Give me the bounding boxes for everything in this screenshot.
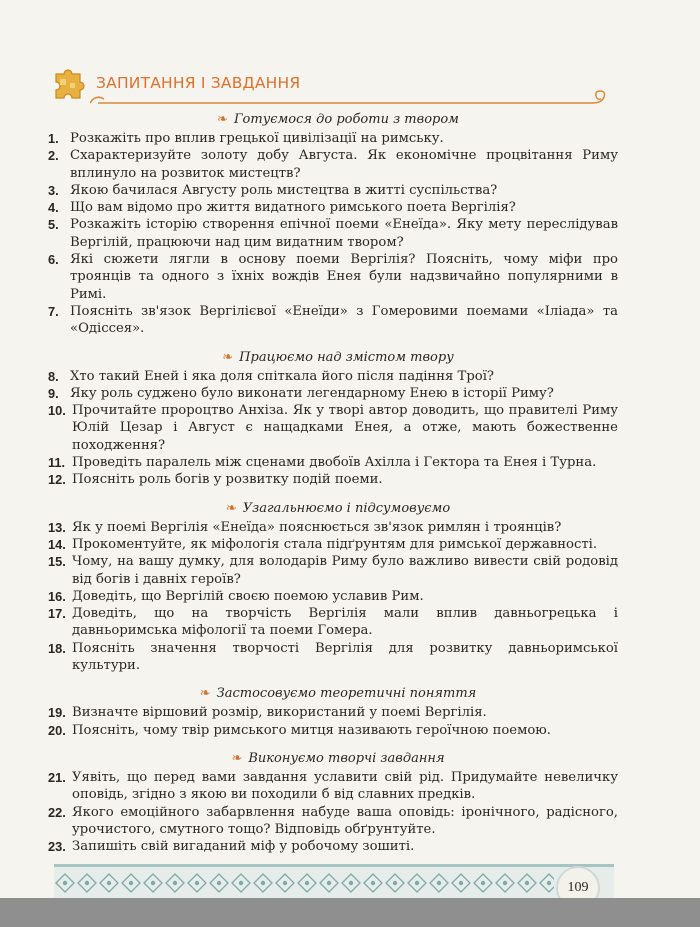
question-text: Прокоментуйте, як міфологія стала підґрунтям для римської державності. bbox=[72, 536, 598, 552]
question-number: 11. bbox=[48, 455, 66, 471]
question-text: Доведіть, що Вергілій своєю поемою уславив Рим. bbox=[72, 588, 424, 604]
question-item bbox=[48, 605, 618, 640]
question-item bbox=[48, 536, 618, 553]
question-number: 23. bbox=[48, 839, 66, 855]
page-number: 109 bbox=[556, 866, 600, 910]
subsection-heading bbox=[128, 684, 548, 703]
question-text: Якого емоційного забарвлення набуде ваша оповідь: іронічного, радісного, урочистого, смутного тощо? Відповідь обґрунтуйте. bbox=[72, 804, 618, 837]
question-number: 9. bbox=[48, 385, 59, 401]
header-ornament bbox=[90, 90, 620, 108]
question-item bbox=[48, 216, 618, 251]
question-number: 8. bbox=[48, 368, 59, 384]
question-number: 13. bbox=[48, 519, 66, 535]
subsection-heading bbox=[128, 348, 548, 367]
subsection-title: Виконуємо творчі завдання bbox=[248, 750, 445, 766]
subsection-heading bbox=[128, 749, 548, 768]
section-gap bbox=[48, 739, 618, 747]
question-number: 17. bbox=[48, 606, 66, 622]
question-item bbox=[48, 588, 618, 605]
subsection-heading bbox=[128, 499, 548, 518]
subsection-title: Працюємо над змістом твору bbox=[239, 349, 454, 365]
question-text: Хто такий Еней і яка доля спіткала його після падіння Трої? bbox=[70, 368, 494, 384]
question-number: 20. bbox=[48, 722, 66, 738]
question-number: 10. bbox=[48, 403, 66, 419]
question-text: Поясніть значення творчості Вергілія для розвитку давньоримської культури. bbox=[72, 640, 618, 674]
question-number: 5. bbox=[48, 217, 59, 233]
question-item bbox=[48, 804, 618, 839]
puzzle-icon bbox=[50, 66, 86, 102]
question-text: Уявіть, що перед вами завдання уславити свій рід. Придумайте невеличку оповідь, згідно з якою ви походили б від славних предків. bbox=[72, 769, 618, 803]
question-text: Поясніть, чому твір римського митця називають героїчною поемою. bbox=[72, 722, 551, 738]
question-text: Поясніть роль богів у розвитку подій поеми. bbox=[72, 472, 383, 488]
question-text: Чому, на вашу думку, для володарів Риму було важливо вивести свій родовід від богів і давніх героїв? bbox=[72, 554, 618, 587]
question-text: Розкажіть історію створення епічної поеми «Енеїда». Яку мету переслідував Вергілій, працюючи над цим видатним твором? bbox=[70, 217, 618, 250]
question-text: Доведіть, що на творчість Вергілія мали вплив давньогрецька і давньоримська міфології та поеми Гомера. bbox=[72, 606, 618, 639]
section-gap bbox=[48, 338, 618, 346]
question-item bbox=[48, 769, 618, 804]
section-title: ЗАПИТАННЯ І ЗАВДАННЯ bbox=[96, 74, 301, 92]
question-item bbox=[48, 722, 618, 739]
subsection-title: Узагальнюємо і підсумовуємо bbox=[242, 500, 451, 516]
bottom-strip bbox=[0, 898, 700, 927]
question-text: Проведіть паралель між сценами двобоїв Ахілла і Гектора та Енея і Турна. bbox=[72, 455, 597, 471]
leaf-ornament-icon: ❧ bbox=[222, 349, 234, 365]
question-text: Яку роль суджено було виконати легендарному Енею в історії Риму? bbox=[70, 385, 554, 401]
leaf-ornament-icon: ❧ bbox=[225, 500, 237, 516]
question-item bbox=[48, 251, 618, 303]
question-number: 3. bbox=[48, 182, 59, 198]
question-item bbox=[48, 838, 618, 855]
question-number: 16. bbox=[48, 588, 66, 604]
question-item bbox=[48, 553, 618, 588]
question-item bbox=[48, 519, 618, 536]
subsection-heading bbox=[128, 110, 548, 129]
subsection-title: Застосовуємо теоретичні поняття bbox=[216, 686, 477, 702]
question-number: 2. bbox=[48, 148, 59, 164]
question-item bbox=[48, 704, 618, 721]
leaf-ornament-icon: ❧ bbox=[217, 112, 228, 127]
question-number: 21. bbox=[48, 769, 66, 785]
questions-content bbox=[48, 108, 618, 855]
section-gap bbox=[48, 489, 618, 497]
question-text: Як у поемі Вергілія «Енеїда» пояснюється зв'язок римлян і троянців? bbox=[72, 519, 562, 535]
question-text: Схарактеризуйте золоту добу Августа. Як економічне процвітання Риму вплинуло на розвиток мистецтв? bbox=[70, 148, 618, 181]
question-item bbox=[48, 640, 618, 675]
question-number: 12. bbox=[48, 472, 66, 488]
section-header bbox=[50, 64, 620, 114]
question-number: 15. bbox=[48, 554, 66, 570]
question-number: 4. bbox=[48, 200, 59, 216]
question-number: 7. bbox=[48, 303, 59, 319]
question-number: 22. bbox=[48, 804, 66, 820]
leaf-ornament-icon: ❧ bbox=[231, 750, 243, 766]
question-item bbox=[48, 147, 618, 182]
question-text: Що вам відомо про життя видатного римського поета Вергілія? bbox=[70, 200, 516, 216]
section-gap bbox=[48, 674, 618, 682]
question-item bbox=[48, 471, 618, 488]
question-number: 1. bbox=[48, 131, 59, 146]
question-number: 14. bbox=[48, 536, 66, 552]
question-number: 19. bbox=[48, 705, 66, 721]
question-text: Які сюжети лягли в основу поеми Вергілія? Поясніть, чому міфи про троянців та одного з їхніх вождів Енея були надзвичайно популярними в Римі. bbox=[70, 252, 618, 302]
footer-ornament-pattern bbox=[54, 870, 554, 896]
question-text: Розкажіть про вплив грецької цивілізації на римську. bbox=[70, 131, 444, 146]
question-number: 6. bbox=[48, 252, 59, 268]
question-text: Якою бачилася Августу роль мистецтва в житті суспільства? bbox=[70, 182, 498, 198]
question-number: 18. bbox=[48, 640, 66, 656]
question-item bbox=[48, 385, 618, 402]
leaf-ornament-icon: ❧ bbox=[199, 686, 211, 702]
subsection-title: Готуємося до роботи з твором bbox=[233, 112, 459, 127]
question-text: Визначте віршовий розмір, використаний у поемі Вергілія. bbox=[72, 705, 487, 721]
question-text: Запишіть свій вигаданий міф у робочому зошиті. bbox=[72, 839, 415, 855]
question-text: Прочитайте пророцтво Анхіза. Як у творі автор доводить, що правителі Риму Юлій Цезар і Август є нащадками Енея, а отже, мають божественне походження? bbox=[72, 403, 618, 453]
question-item bbox=[48, 199, 618, 216]
question-item bbox=[48, 182, 618, 199]
question-item bbox=[48, 130, 618, 147]
question-item bbox=[48, 303, 618, 338]
question-item bbox=[48, 368, 618, 385]
question-item bbox=[48, 402, 618, 454]
question-item bbox=[48, 454, 618, 471]
question-text: Поясніть зв'язок Вергілієвої «Енеїди» з Гомеровими поемами «Іліада» та «Одіссея». bbox=[70, 303, 618, 337]
